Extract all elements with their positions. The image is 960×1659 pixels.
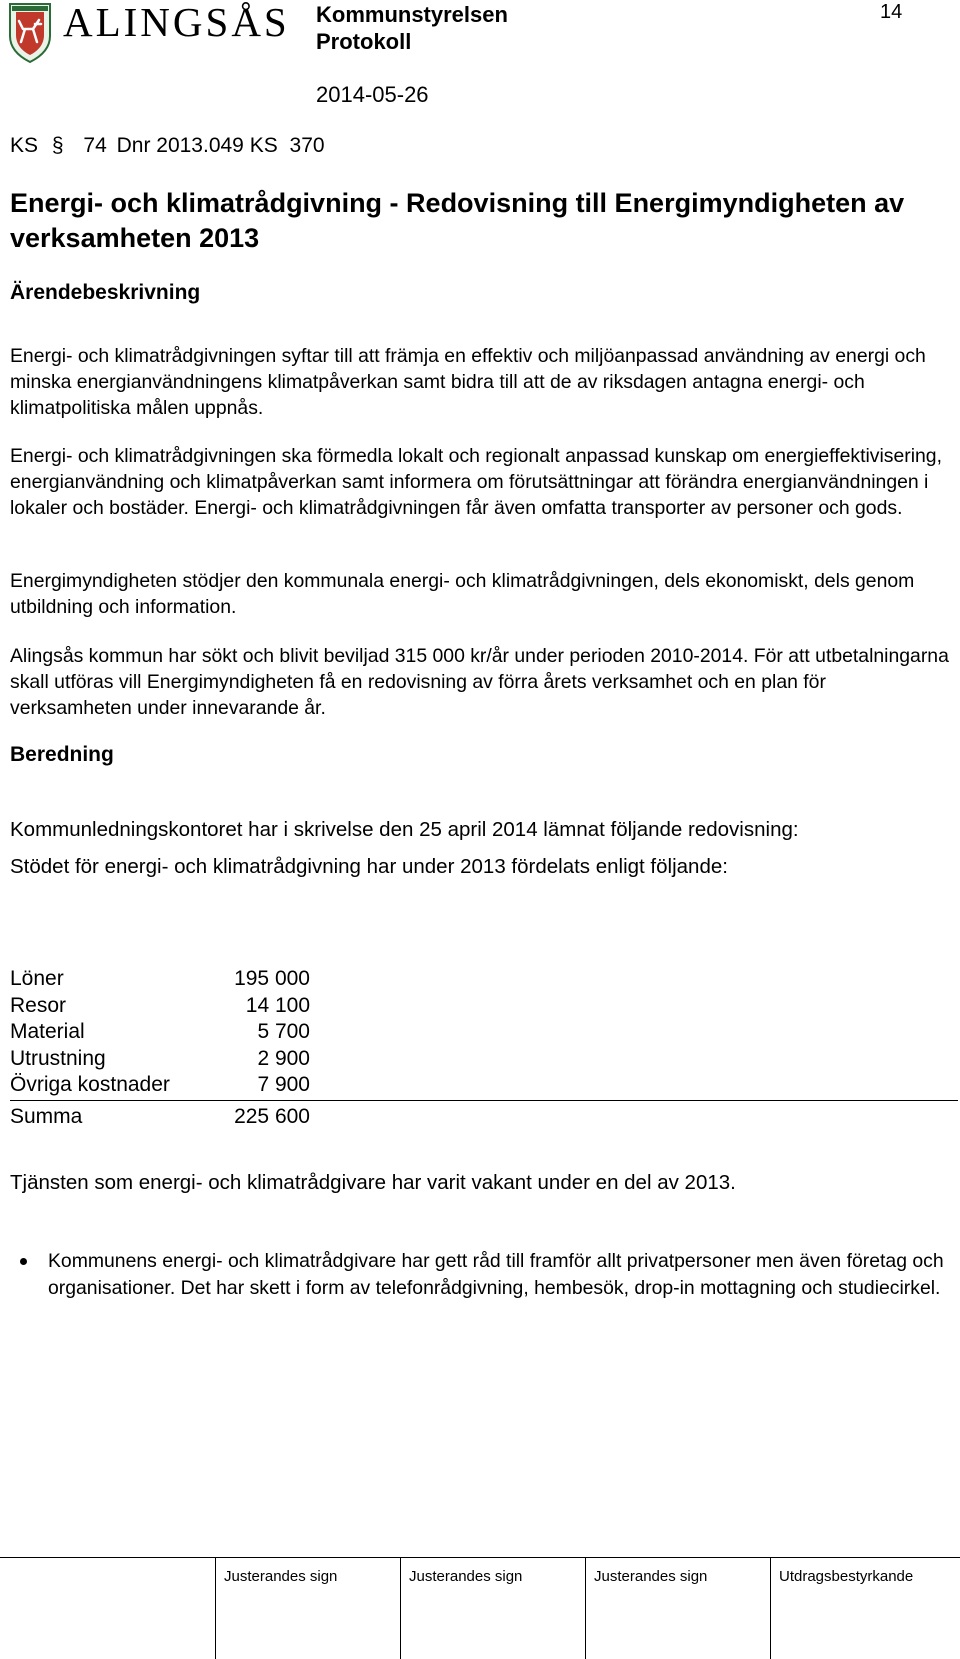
paragraph: Energi- och klimatrådgivningen syftar till att främja en effektiv och miljöanpassad användning av energi och minska energianvändningens klimatpåverkan samt bidra till att de av riksdagen antagna energi- och klimatpolitiska målen uppnås. bbox=[10, 345, 926, 419]
case-reference bbox=[10, 134, 325, 158]
footer-divider bbox=[0, 1557, 960, 1558]
case-code: 370 bbox=[289, 134, 325, 157]
paragraph-sign: § bbox=[51, 134, 64, 157]
paragraph: Energimyndigheten stödjer den kommunala energi- och klimatrådgivningen, dels ekonomiskt, dels genom utbildning och information. bbox=[10, 570, 915, 618]
paragraph: Stödet för energi- och klimatrådgivning har under 2013 fördelats enligt följande: bbox=[10, 855, 728, 878]
cost-value: 2 900 bbox=[257, 1046, 310, 1070]
table-row bbox=[10, 1072, 310, 1099]
sum-label: Summa bbox=[10, 1105, 83, 1128]
list-item: Kommunens energi- och klimatrådgivare har gett råd till framför allt privatpersoner men även företag och organisationer. Det har skett i form av telefonrådgivning, hembesök, drop-in mottagning och studiecirkel. bbox=[48, 1250, 944, 1299]
page-title: Energi- och klimatrådgivning - Redovisning till Energimyndigheten av verksamheten 2013 bbox=[10, 188, 905, 253]
paragraph-number: 74 bbox=[83, 134, 107, 157]
certifier-field: Utdragsbestyrkande bbox=[779, 1568, 914, 1585]
logo-text: ALINGSÅS bbox=[63, 0, 290, 45]
sum-value: 225 600 bbox=[234, 1105, 310, 1128]
paragraph: Kommunledningskontoret har i skrivelse den 25 april 2014 lämnat följande redovisning: bbox=[10, 818, 799, 841]
page-number: 14 bbox=[880, 1, 903, 23]
paragraph: Tjänsten som energi- och klimatrådgivare har varit vakant under en del av 2013. bbox=[10, 1171, 736, 1194]
table-row bbox=[10, 1019, 310, 1046]
paragraph: Energi- och klimatrådgivningen ska förmedla lokalt och regionalt anpassad kunskap om energieffektivisering, energianvändning och klimatpåverkan samt informera om förutsättningar att förändra energianvändningen i lokaler och bostäder. Energi- och klimatrådgivningen får även omfatta transporter av personer och gods. bbox=[10, 445, 942, 519]
coat-of-arms-icon bbox=[8, 2, 52, 64]
cost-label: Löner bbox=[10, 967, 64, 990]
cost-label: Resor bbox=[10, 993, 67, 1017]
signature-field: Justerandes sign bbox=[409, 1568, 523, 1585]
cost-label: Övriga kostnader bbox=[10, 1073, 170, 1096]
cost-label: Utrustning bbox=[10, 1046, 106, 1070]
table-row bbox=[10, 993, 310, 1020]
footer-column-divider bbox=[215, 1557, 216, 1659]
signature-field: Justerandes sign bbox=[224, 1568, 338, 1585]
footer-column-divider bbox=[585, 1557, 586, 1659]
bullet-icon bbox=[20, 1258, 27, 1265]
table-row bbox=[10, 966, 310, 993]
footer-column-divider bbox=[770, 1557, 771, 1659]
table-row bbox=[10, 1046, 310, 1073]
dnr-number: Dnr 2013.049 KS bbox=[116, 134, 278, 157]
municipality-logo bbox=[8, 0, 298, 70]
cost-table bbox=[10, 966, 310, 1099]
sum-divider bbox=[10, 1100, 958, 1101]
doc-type: Protokoll bbox=[316, 29, 412, 54]
section-heading-preparation: Beredning bbox=[10, 743, 114, 766]
cost-value: 5 700 bbox=[257, 1020, 310, 1043]
cost-value: 14 100 bbox=[245, 993, 310, 1017]
paragraph: Alingsås kommun har sökt och blivit beviljad 315 000 kr/år under perioden 2010-2014. För att utbetalningarna skall utföras vill Energimyndigheten få en redovisning av förra årets verksamhet och en plan för verksamheten under innevarande år. bbox=[10, 645, 949, 719]
org-name: Kommunstyrelsen bbox=[316, 2, 508, 27]
ks-label: KS bbox=[10, 134, 39, 157]
cost-value: 7 900 bbox=[257, 1073, 310, 1096]
meeting-date: 2014-05-26 bbox=[316, 82, 429, 107]
section-heading-description: Ärendebeskrivning bbox=[10, 281, 201, 304]
footer-column-divider bbox=[400, 1557, 401, 1659]
cost-value: 195 000 bbox=[234, 967, 310, 990]
signature-field: Justerandes sign bbox=[594, 1568, 708, 1585]
cost-label: Material bbox=[10, 1020, 85, 1043]
